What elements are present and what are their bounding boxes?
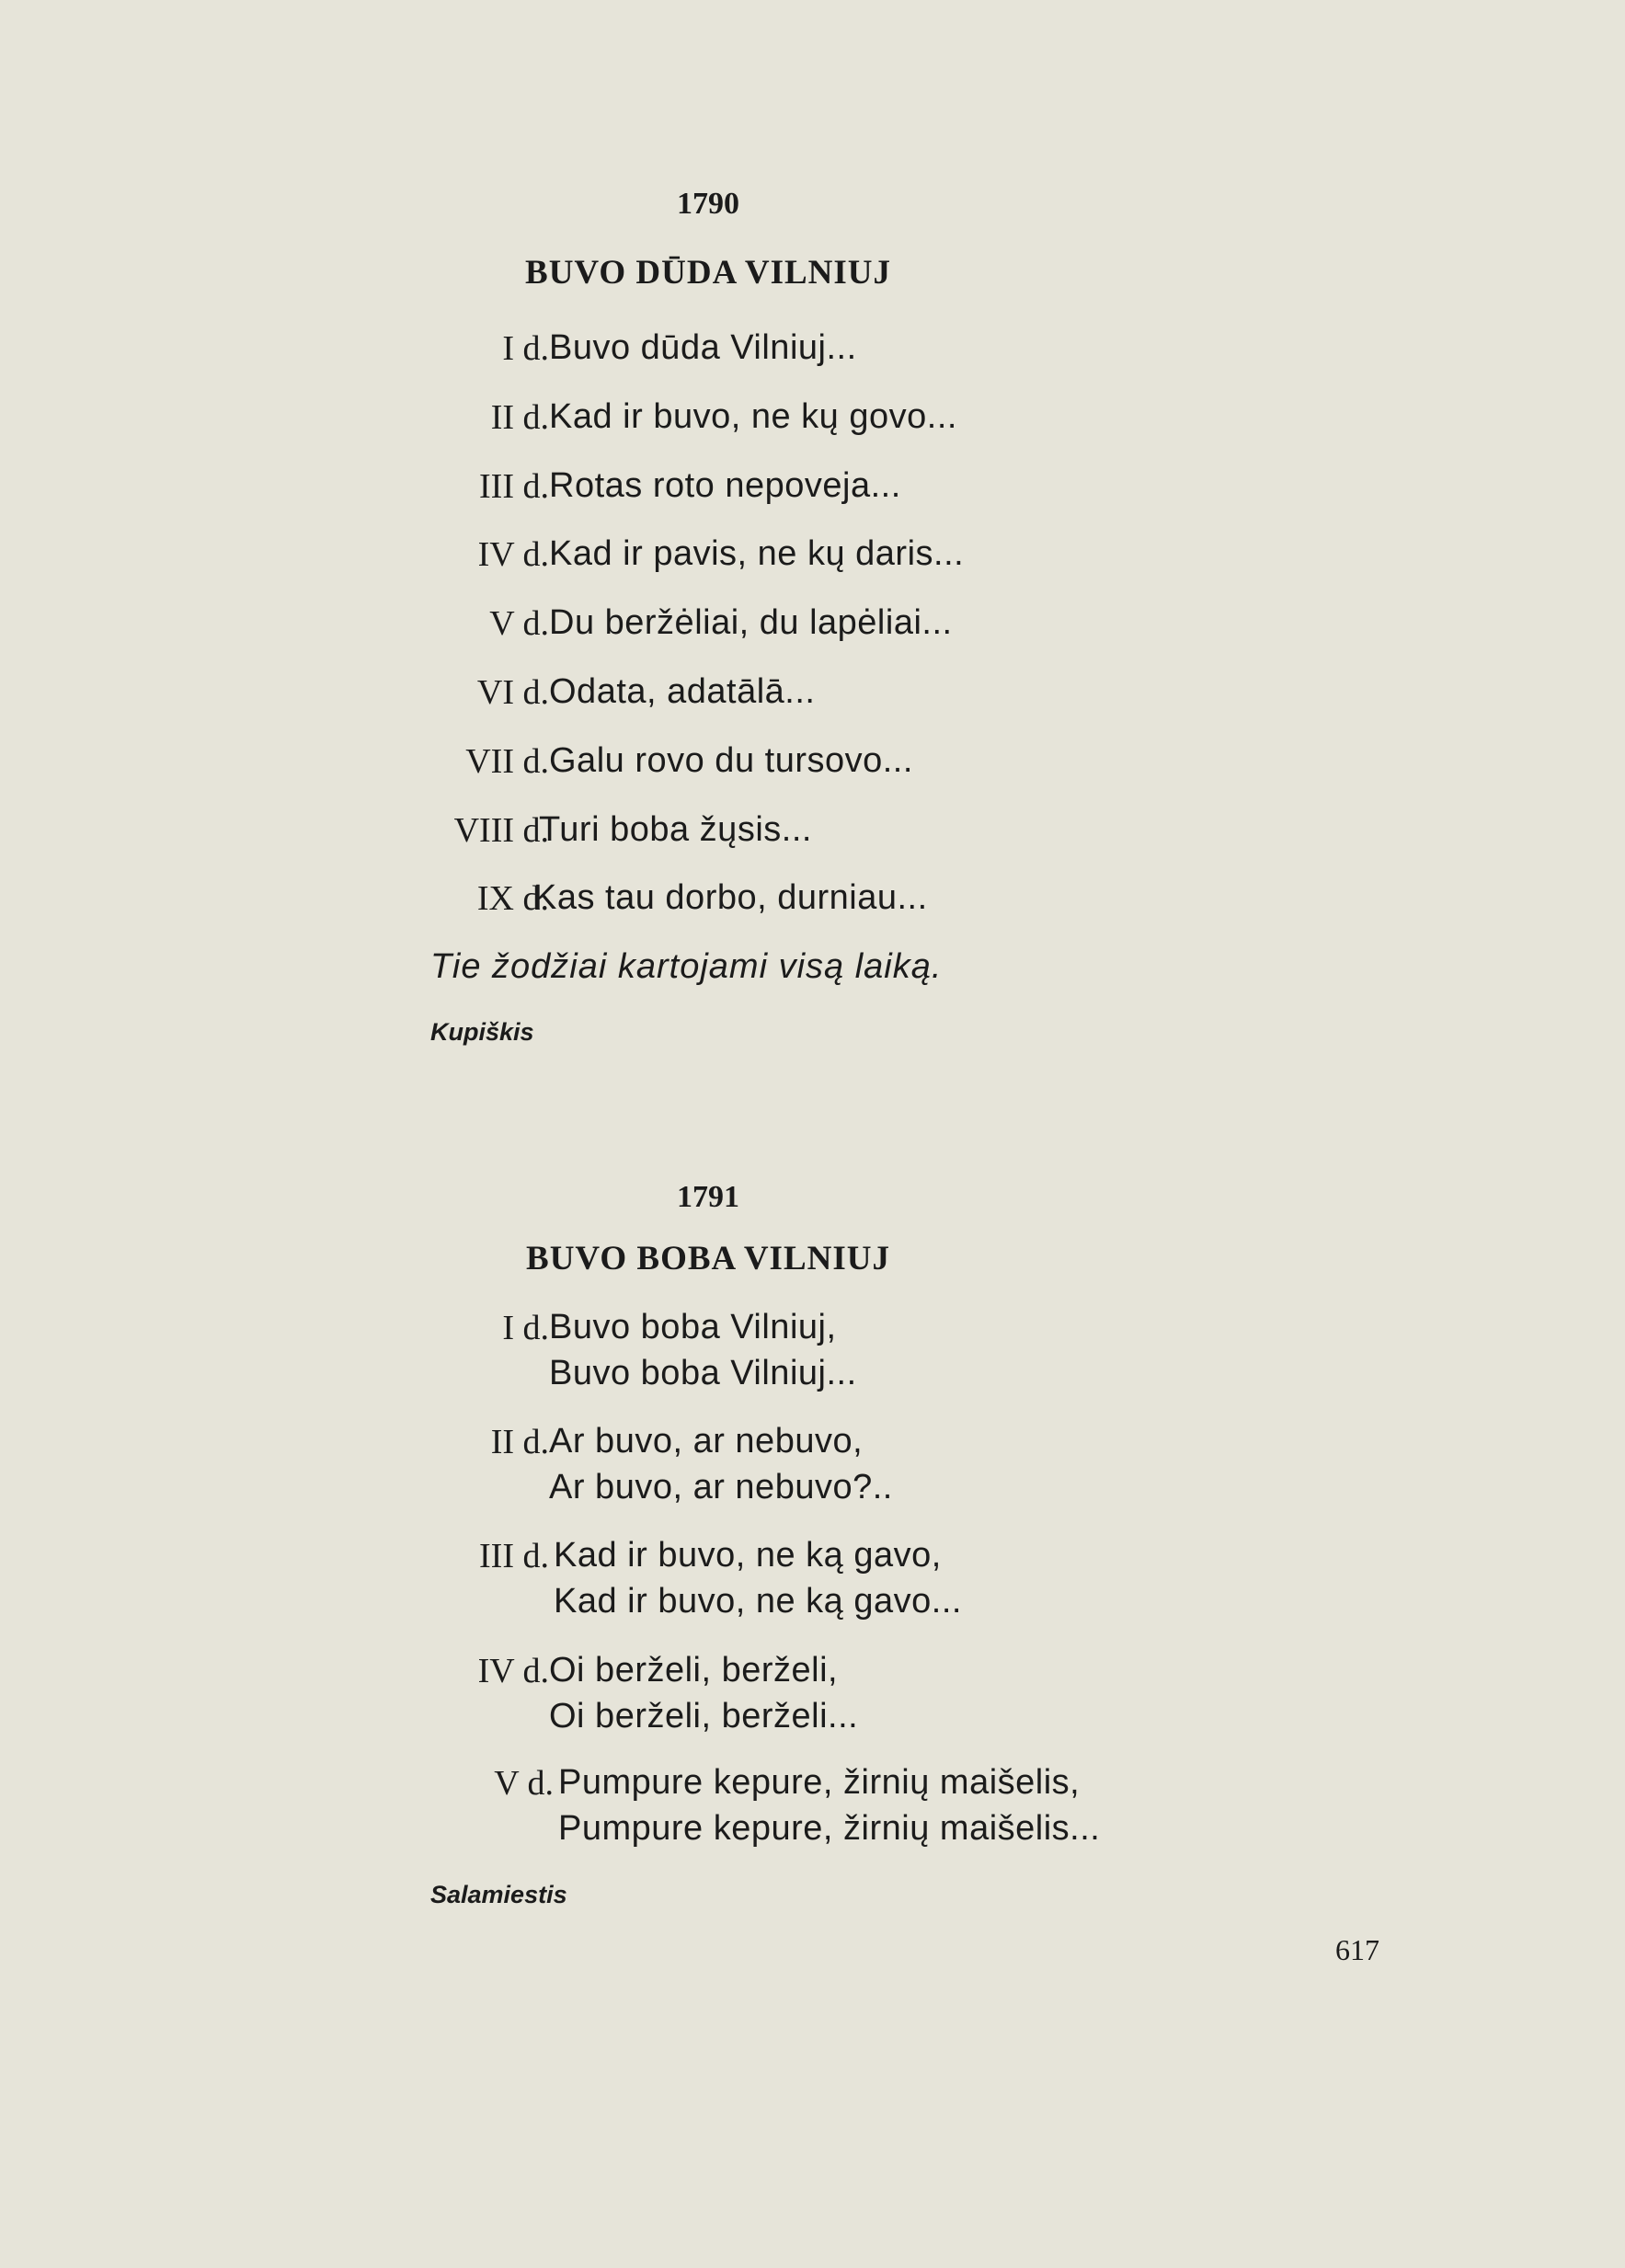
verse-label: I d. bbox=[502, 329, 549, 368]
verse-line bbox=[0, 397, 1563, 443]
song-title: BUVO DŪDA VILNIUJ bbox=[525, 254, 891, 292]
verse-label: V d. bbox=[494, 1764, 554, 1803]
verse-continuation: Pumpure kepure, žirnių maišelis... bbox=[558, 1809, 1101, 1848]
place-name: Salamiestis bbox=[430, 1881, 567, 1908]
verse-label: VII d. bbox=[465, 742, 549, 781]
verse-text: Pumpure kepure, žirnių maišelis, bbox=[558, 1763, 1081, 1802]
verse-text: Buvo dūda Vilniuj... bbox=[549, 328, 857, 367]
verse-line bbox=[0, 1308, 1563, 1354]
song-number: 1791 bbox=[677, 1180, 739, 1214]
verse-line bbox=[0, 534, 1563, 580]
verse-text: Oi berželi, berželi, bbox=[549, 1651, 839, 1690]
verse-text: Kad ir buvo, ne ką gavo, bbox=[554, 1536, 942, 1575]
verse-continuation: Buvo boba Vilniuj... bbox=[549, 1354, 857, 1392]
verse-line bbox=[0, 328, 1563, 374]
verse-label: V d. bbox=[489, 604, 549, 643]
verse-label: IX d. bbox=[476, 879, 549, 918]
verse-line bbox=[0, 1422, 1563, 1468]
verse-text: Kad ir buvo, ne kų govo... bbox=[549, 397, 957, 436]
verse-text: Rotas roto nepoveja... bbox=[549, 466, 901, 505]
verse-label: III d. bbox=[479, 467, 549, 506]
verse-line bbox=[0, 1763, 1563, 1809]
verse-label: III d. bbox=[479, 1537, 549, 1575]
verse-continuation: Ar buvo, ar nebuvo?.. bbox=[549, 1468, 893, 1506]
verse-text: Galu rovo du tursovo... bbox=[549, 741, 913, 780]
verse-text: Kas tau dorbo, durniau... bbox=[533, 878, 928, 917]
verse-text: Kad ir pavis, ne kų daris... bbox=[549, 534, 965, 573]
song-number: 1790 bbox=[677, 187, 739, 221]
verse-label: II d. bbox=[490, 398, 549, 437]
verse-continuation: Kad ir buvo, ne ką gavo... bbox=[554, 1582, 962, 1621]
verse-label: VIII d. bbox=[453, 811, 549, 850]
verse-label: VI d. bbox=[476, 673, 549, 712]
verse-line bbox=[0, 603, 1563, 649]
verse-line bbox=[0, 466, 1563, 512]
place-name: Kupiškis bbox=[430, 1018, 534, 1046]
verse-line bbox=[0, 810, 1563, 856]
verse-text: Buvo boba Vilniuj, bbox=[549, 1308, 837, 1346]
performance-note: Tie žodžiai kartojami visą laiką. bbox=[430, 947, 943, 986]
verse-line bbox=[0, 741, 1563, 787]
verse-line bbox=[0, 672, 1563, 718]
page-number: 617 bbox=[1335, 1933, 1379, 1966]
verse-line bbox=[0, 1536, 1563, 1582]
verse-label: IV d. bbox=[477, 535, 549, 574]
verse-text: Turi boba žųsis... bbox=[539, 810, 812, 849]
verse-label: II d. bbox=[490, 1423, 549, 1461]
verse-label: IV d. bbox=[477, 1652, 549, 1690]
verse-text: Ar buvo, ar nebuvo, bbox=[549, 1422, 864, 1460]
verse-label: I d. bbox=[502, 1309, 549, 1347]
song-title: BUVO BOBA VILNIUJ bbox=[526, 1240, 890, 1277]
verse-continuation: Oi berželi, berželi... bbox=[549, 1697, 859, 1735]
verse-text: Odata, adatālā... bbox=[549, 672, 816, 711]
verse-line bbox=[0, 1651, 1563, 1697]
verse-text: Du beržėliai, du lapėliai... bbox=[549, 603, 953, 642]
verse-line bbox=[0, 878, 1563, 924]
